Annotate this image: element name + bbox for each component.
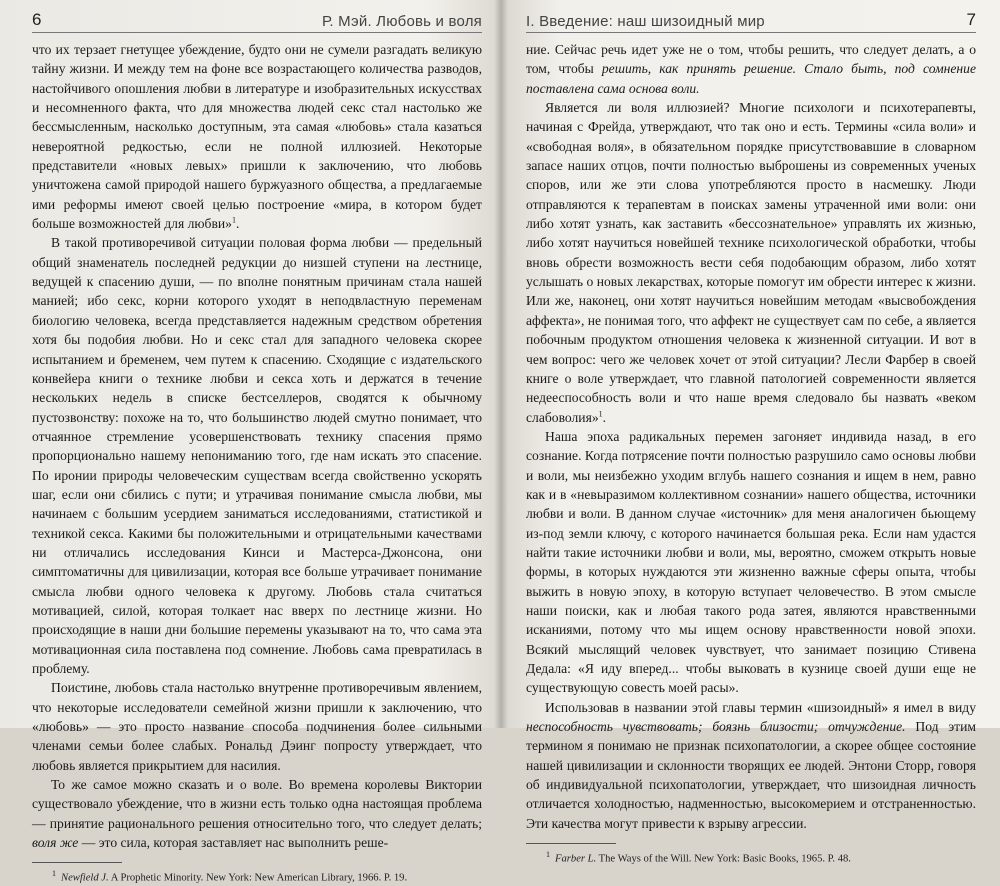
footnote-divider xyxy=(32,862,122,863)
right-page-body xyxy=(526,40,976,833)
running-title: I. Введение: наш шизоидный мир xyxy=(526,13,765,30)
paragraph: В такой противоречивой ситуации половая форма любви — предельный общий знаменатель последней редукции до низшей ступени на лестнице, ведущей к спасению души, — по вполне понятным причинам стала нашей манией; ибо секс, корни которого уходят в неподвластную переменам биологию человека, всегда представляется надежным средством обретения хотя бы подобия любви. Но и секс стал для западного человека скорее испытанием и бременем, чем путем к спасению. Сходящие с издательского конвейера книги о технике любви и секса хоть и держатся в течение нескольких недель в списке бестселлеров, сводятся к обычному пустозвонству: похоже на то, что большинство людей смутно понимает, что отчаянное стремление усовершенствовать технику спасения прямо пропорционально нашему непониманию того, где нам искать это спасение. По иронии природы человеческим существам всегда свойственно ускорять шаг, если они сбились с пути; и утрачивая понимание смысла любви, мы начинаем с большим усердием заниматься исследованиями, статистикой и техникой секса. Какими бы положительными и отрицательными качествами ни отличались исследования Кинси и Мастерса-Джонсона, они симптоматичны для цивилизации, которая все больше утрачивает понимание смысла любви одного человека к другому. Любовь стала считаться мотивацией, силой, которая толкает нас вверх по лестнице жизни. Но происходящие в наши дни большие перемены указывают на то, что сама эта мотивационная сила поставлена под сомнение. Любовь сама превратилась в проблему. xyxy=(32,235,482,676)
running-title: Р. Мэй. Любовь и воля xyxy=(322,13,482,30)
right-page-header xyxy=(526,0,976,33)
footnote: $^1$ Newfield J. A Prophetic Minority. New York: New American Library, 1966. P. 19. xyxy=(52,869,408,884)
footnote: $^1$ Farber L. The Ways of the Will. New York: Basic Books, 1965. P. 48. xyxy=(546,850,851,865)
paragraph: Наша эпоха радикальных перемен загоняет индивида назад, в его сознание. Когда потрясение почти полностью разрушило само основы любви и воли, мы неизбежно уходим вглубь нашего сознания и ищем в нем, равно как и в «невыразимом коллективном сознании» нашего общества, источники любви и воли. В данном случае «источник» для меня аналогичен бьющему из-под земли ключу, с которого начинается большая река. Если нам удастся найти такие источники любви и воли, мы, вероятно, сможем открыть новые формы, в которых нуждаются эти жизненно важные сферы опыта, чтобы выжить в новую эпоху, в которую вступает человечество. В этом смысле наши поиски, как и любая такого рода затея, являются нравственными исканиями, потому что мы ищем основу нравственности новой эпохи. Всякий мыслящий человек чувствует, что занимает позицию Стивена Дедала: «Я иду вперед... чтобы выковать в кузнице своей души еще не существующую совесть моей расы». xyxy=(526,428,976,696)
left-page-header xyxy=(32,0,482,33)
left-page xyxy=(0,0,500,884)
paragraph: То же самое можно сказать и о воле. Во времена королевы Виктории существовало убеждение, что в жизни есть только одна настоящая проблема — принятие рационального решения относительно того, что следует делать; воля же — это сила, которая заставляет нас выполнить реше- xyxy=(32,777,482,851)
book-gutter-shadow xyxy=(494,0,508,728)
page-number: 6 xyxy=(32,10,42,29)
paragraph: ние. Сейчас речь идет уже не о том, чтобы решить, что следует делать, а о том, чтобы решить, как принять решение. Стало быть, под сомнение поставлена сама основа воли. xyxy=(526,42,976,96)
footnote-marker: 1 xyxy=(598,409,603,418)
footnote-divider xyxy=(526,843,616,844)
paragraph: Поистине, любовь стала настолько внутренне противоречивым явлением, что некоторые исследователи семейной жизни пришли к заключению, что «любовь» — это просто название способа подчинения более сильными членами семьи более слабых. Рональд Дэинг попросту утверждает, что любовь является прикрытием для насилия. xyxy=(32,680,482,773)
right-page xyxy=(500,0,1000,865)
paragraph: Использовав в названии этой главы термин «шизоидный» я имел в виду неспособность чувствовать; боязнь близости; отчуждение. Под этим термином я понимаю не признак психопатологии, а скорее общее состояние нашей цивилизации и склонности творящих ее людей. Энтони Сторр, говоря об индивидуальной психопатологии, утверждает, что шизоидная личность отличается холодностью, надменностью, высокомерием и отстраненностью. Эти качества могут привести к взрыву агрессии. xyxy=(526,699,976,831)
footnote-marker: 1 xyxy=(231,215,236,225)
paragraph: что их терзает гнетущее убеждение, будто они не сумели разгадать великую тайну жизни. И между тем на фоне все возрастающего количества разводов, настойчивого опошления любви в литературе и изобразительных искусствах и несомненного факта, что для множества людей секс стал настолько же бессмысленным, насколько доступным, эта самая «любовь» стала казаться невероятной редкостью, если не полной иллюзией. Некоторые представители «новых левых» пришли к заключению, что любовь уничтожена самой природой нашего буржуазного общества, а предлагаемые ими реформы имеют своей целью построение «мира, в котором будет больше возможностей для любви»$^1$. xyxy=(32,42,482,232)
left-page-body xyxy=(32,40,482,852)
paragraph: Является ли воля иллюзией? Многие психологи и психотерапевты, начиная с Фрейда, утверждают, что так оно и есть. Термины «сила воли» и «свободная воля», в обязательном порядке присутствовавшие в словарном запасе наших отцов, почти полностью выброшены из современных ученых споров, или же эти слова употребляются просто в насмешку. Люди отправляются к терапевтам в поисках замены утраченной ими воли: они либо хотят узнать, как заставить «бессознательное» управлять их жизнью, либо хотят научиться новейшей технике психологической обработки, чтобы вновь обрести возможность вести себя подобающим образом, либо хотят услышать о новых лекарствах, которые помогут им обрести интерес к жизни. Или же, наконец, они хотят научиться новейшим методам «высвобождения аффекта», не понимая того, что аффект не существует сам по себе, а является побочным продуктом отношения человека к жизненной ситуации. И вот в чем вопрос: чего же человек хочет от этой ситуации? Лесли Фарбер в своей книге о воле утверждает, что главной патологией современности является недееспособность воли и что наше время следовало бы назвать «веком слабоволия»$^1$. xyxy=(526,100,976,425)
page-number: 7 xyxy=(966,10,976,29)
